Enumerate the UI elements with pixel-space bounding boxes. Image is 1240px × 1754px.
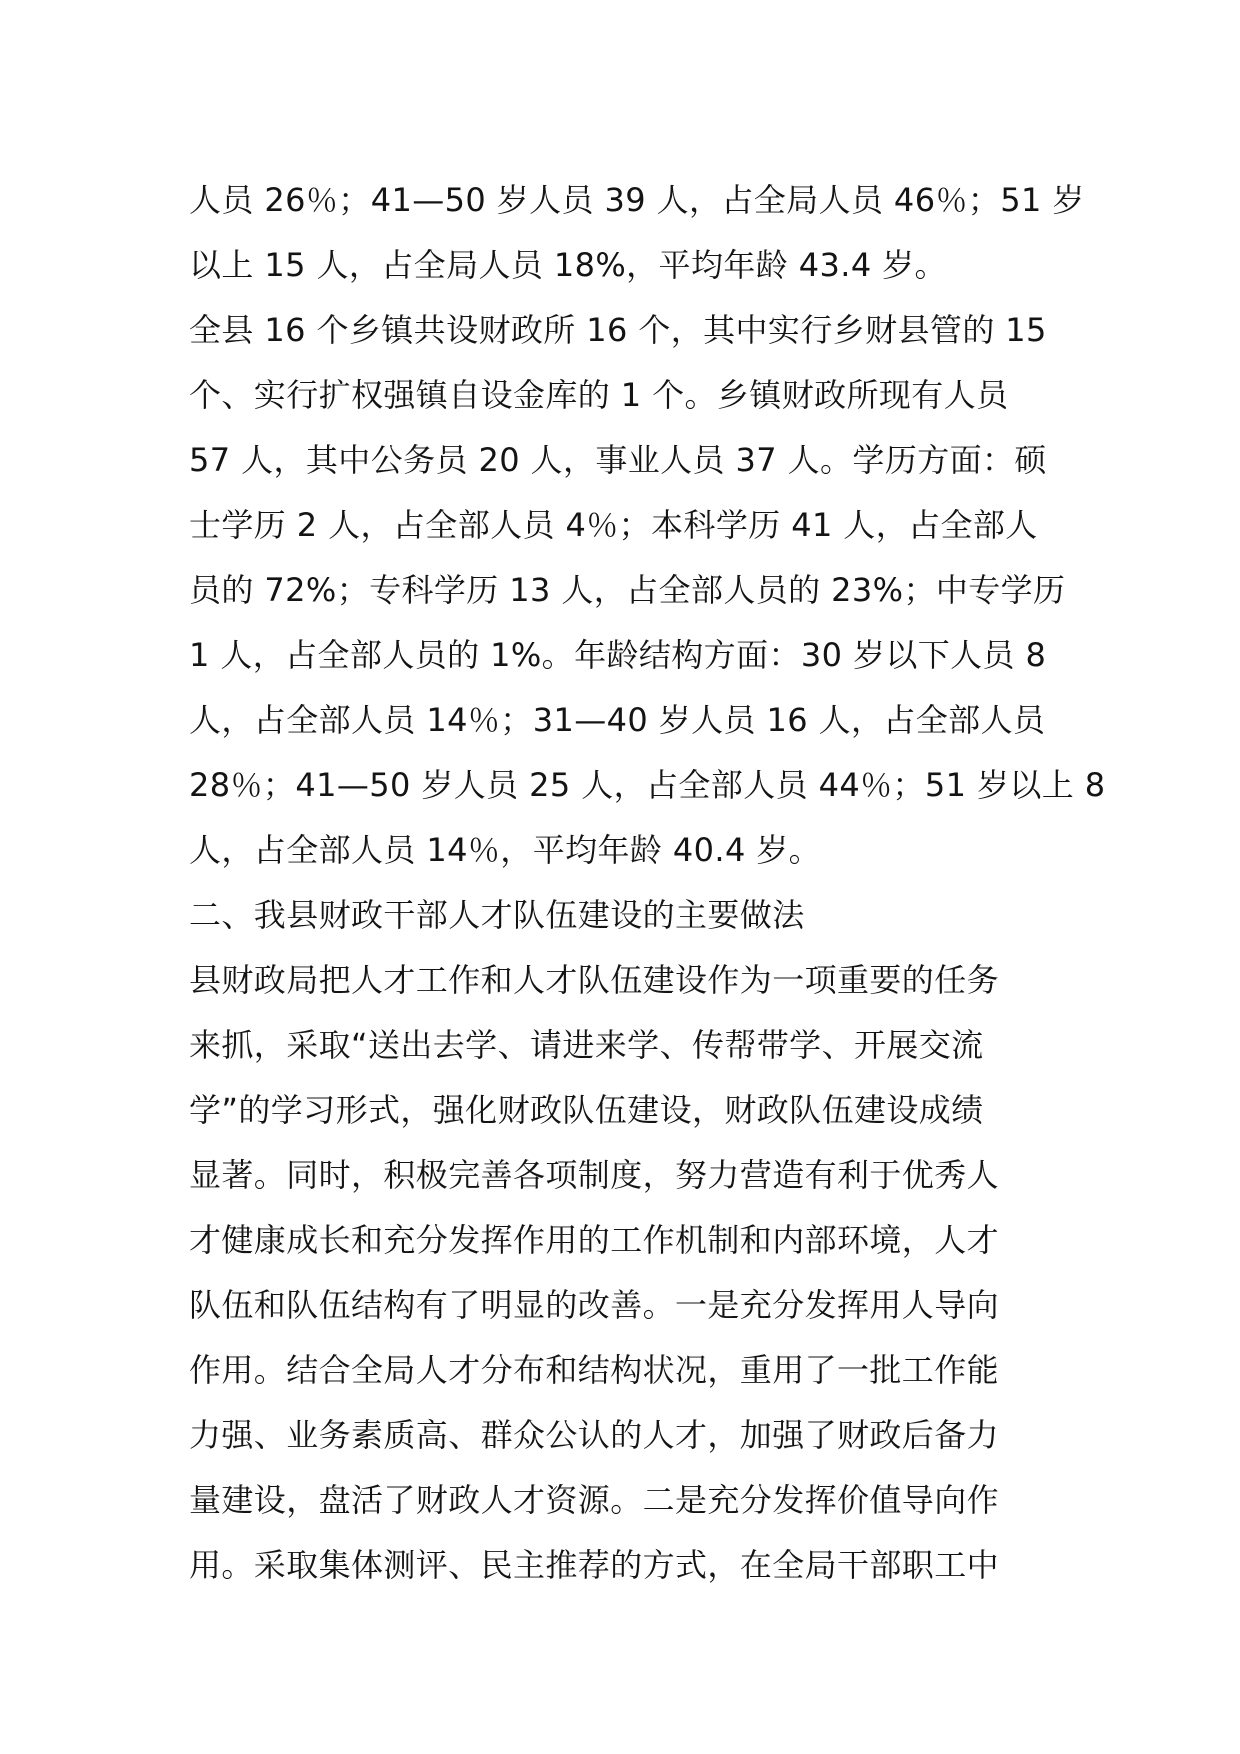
text-line: 全县 16 个乡镇共设财政所 16 个，其中实行乡财县管的 15 xyxy=(189,311,1047,349)
text-line: 人员 26％；41—50 岁人员 39 人，占全局人员 46％；51 岁 xyxy=(189,181,1085,219)
text-line: 学”的学习形式，强化财政队伍建设，财政队伍建设成绩 xyxy=(189,1091,984,1129)
text-line: 才健康成长和充分发挥作用的工作机制和内部环境，人才 xyxy=(189,1221,1000,1259)
text-line: 个、实行扩权强镇自设金库的 1 个。乡镇财政所现有人员 xyxy=(189,376,1009,414)
text-line: 来抓，采取“送出去学、请进来学、传帮带学、开展交流 xyxy=(189,1026,984,1064)
text-line: 作用。结合全局人才分布和结构状况，重用了一批工作能 xyxy=(189,1351,1000,1389)
text-line: 人，占全部人员 14％，平均年龄 40.4 岁。 xyxy=(189,831,822,869)
text-line: 人，占全部人员 14％；31—40 岁人员 16 人，占全部人员 xyxy=(189,701,1046,739)
text-line: 以上 15 人，占全局人员 18%，平均年龄 43.4 岁。 xyxy=(189,246,947,284)
text-line: 员的 72%；专科学历 13 人，占全部人员的 23%；中专学历 xyxy=(189,571,1066,609)
document-body xyxy=(189,168,1106,1598)
text-line: 28％；41—50 岁人员 25 人，占全部人员 44％；51 岁以上 8 xyxy=(189,766,1106,804)
text-line: 力强、业务素质高、群众公认的人才，加强了财政后备力 xyxy=(189,1416,1000,1454)
text-line: 县财政局把人才工作和人才队伍建设作为一项重要的任务 xyxy=(189,961,1000,999)
text-line: 用。采取集体测评、民主推荐的方式，在全局干部职工中 xyxy=(189,1546,1000,1584)
section-heading: 二、我县财政干部人才队伍建设的主要做法 xyxy=(189,896,805,934)
text-line: 士学历 2 人，占全部人员 4％；本科学历 41 人，占全部人 xyxy=(189,506,1038,544)
text-line: 量建设，盘活了财政人才资源。二是充分发挥价值导向作 xyxy=(189,1481,1000,1519)
text-line: 队伍和队伍结构有了明显的改善。一是充分发挥用人导向 xyxy=(189,1286,1000,1324)
text-line: 显著。同时，积极完善各项制度，努力营造有利于优秀人 xyxy=(189,1156,1000,1194)
text-line: 57 人，其中公务员 20 人，事业人员 37 人。学历方面：硕 xyxy=(189,441,1047,479)
text-line: 1 人，占全部人员的 1%。年龄结构方面：30 岁以下人员 8 xyxy=(189,636,1047,674)
